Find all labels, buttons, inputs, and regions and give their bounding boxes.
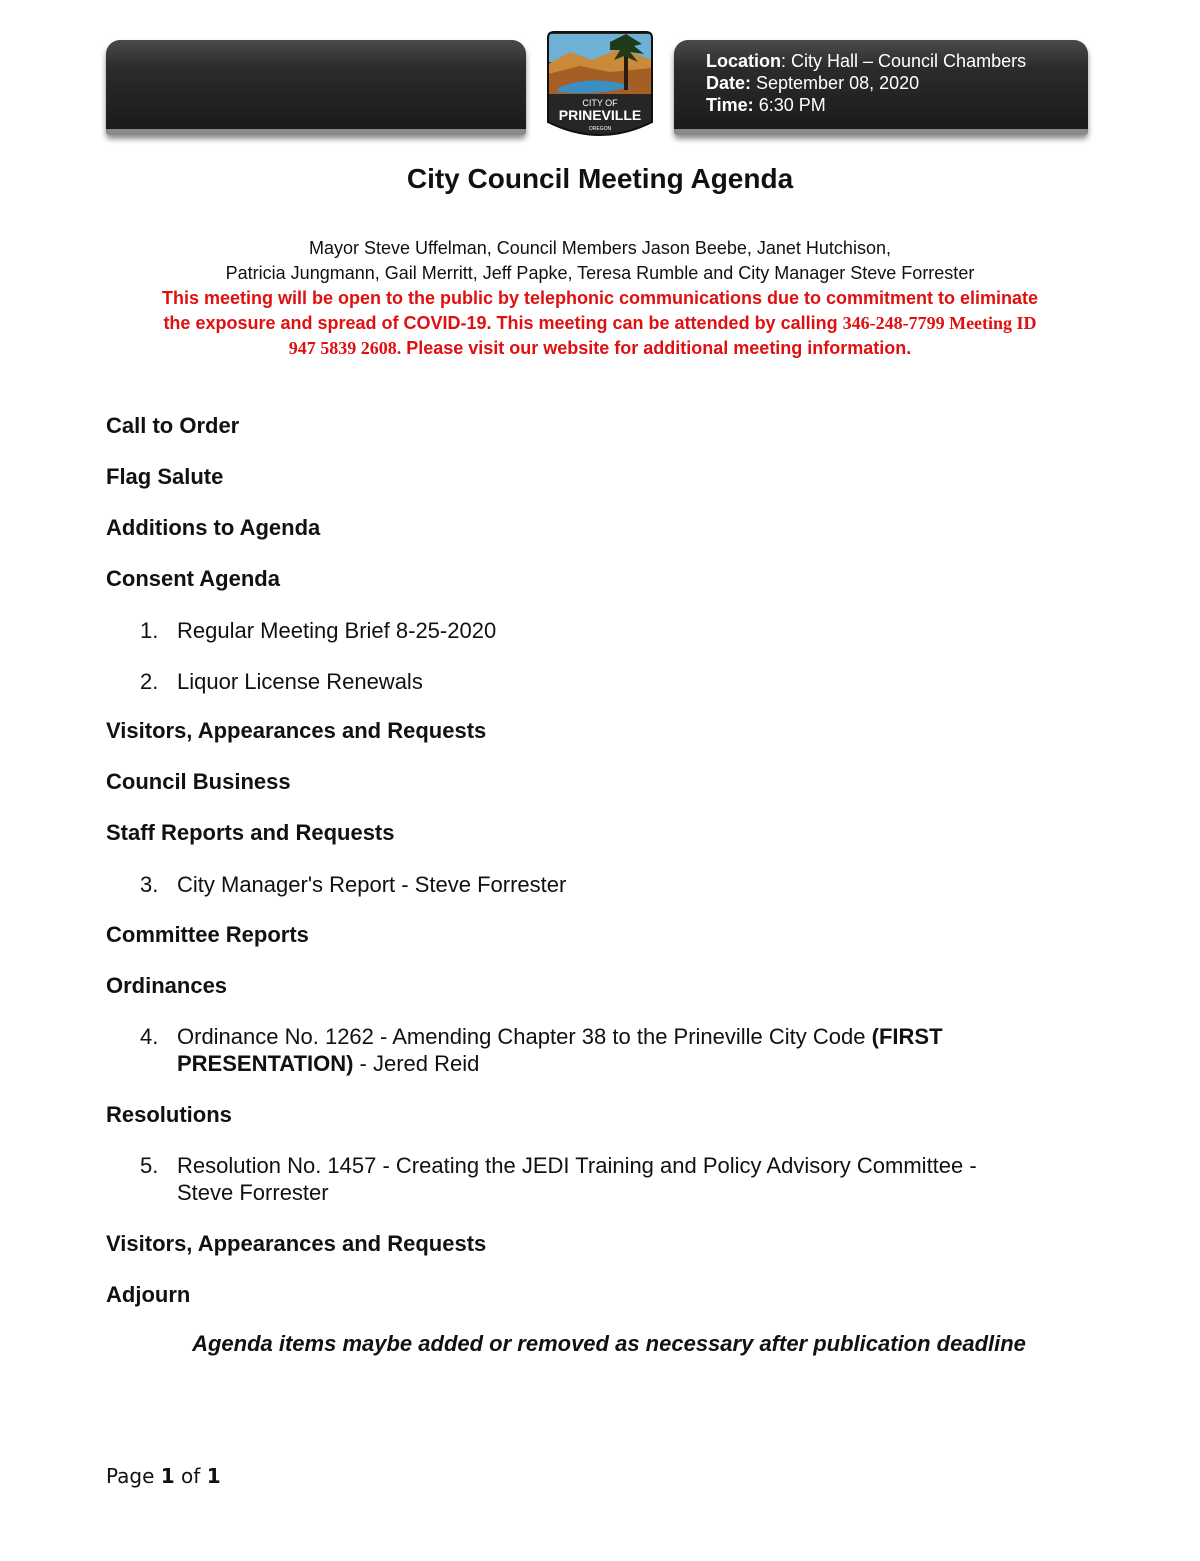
section-visitors-1: Visitors, Appearances and Requests xyxy=(106,718,487,743)
notice-line2: the exposure and spread of COVID-19. This meeting can be attended by calling 346-248-7799 Meeting ID xyxy=(163,313,1037,333)
logo-line1: CITY OF xyxy=(582,98,618,108)
agenda-item-3: 3. City Manager's Report - Steve Forrester xyxy=(140,872,567,897)
section-visitors-2: Visitors, Appearances and Requests xyxy=(106,1231,487,1256)
meeting-phone-number: 346-248-7799 Meeting ID xyxy=(842,313,1037,333)
agenda-item-4: 4. Ordinance No. 1262 - Amending Chapter 38 to the Prineville City Code (FIRST PRESENTATION) - Jered Reid xyxy=(140,1024,943,1076)
covid-notice xyxy=(80,286,1120,361)
section-committee-reports: Committee Reports xyxy=(106,922,309,947)
council-members-line2: Patricia Jungmann, Gail Merritt, Jeff Papke, Teresa Rumble and City Manager Steve Forrester xyxy=(225,263,975,283)
agenda-item-1: 1. Regular Meeting Brief 8-25-2020 xyxy=(140,618,497,643)
notice-line3: 947 5839 2608. Please visit our website for additional meeting information. xyxy=(288,338,912,358)
meeting-details xyxy=(706,50,1026,116)
notice-line1: This meeting will be open to the public by telephonic communications due to commitment to eliminate xyxy=(161,288,1039,308)
page-footer: Page 1 of 1 xyxy=(106,1464,221,1488)
page-title: City Council Meeting Agenda xyxy=(406,163,794,194)
closing-note: Agenda items maybe added or removed as necessary after publication deadline xyxy=(192,1331,1026,1356)
section-additions: Additions to Agenda xyxy=(106,515,321,540)
logo-line2: PRINEVILLE xyxy=(558,107,642,123)
section-adjourn: Adjourn xyxy=(106,1282,191,1307)
section-flag-salute: Flag Salute xyxy=(106,464,224,489)
agenda-item-2: 2. Liquor License Renewals xyxy=(140,669,423,694)
logo-line3: OREGON xyxy=(588,126,612,132)
meeting-location: Location: City Hall – Council Chambers xyxy=(706,51,1027,71)
meeting-time: Time: 6:30 PM xyxy=(706,95,826,115)
meeting-date: Date: September 08, 2020 xyxy=(706,73,920,93)
council-members-line1: Mayor Steve Uffelman, Council Members Jason Beebe, Janet Hutchison, xyxy=(309,238,891,258)
meeting-id: 947 5839 2608. xyxy=(288,338,402,358)
agenda-item-5: 5. Resolution No. 1457 - Creating the JEDI Training and Policy Advisory Committee - Steve Forrester xyxy=(140,1153,977,1205)
section-staff-reports: Staff Reports and Requests xyxy=(106,820,395,845)
section-ordinances: Ordinances xyxy=(106,973,228,998)
city-of-prineville-logo-icon xyxy=(540,30,660,145)
section-consent-agenda: Consent Agenda xyxy=(106,566,280,591)
section-resolutions: Resolutions xyxy=(106,1102,232,1127)
section-council-business: Council Business xyxy=(106,769,291,794)
header-banner-left xyxy=(106,40,526,135)
section-call-to-order: Call to Order xyxy=(106,413,240,438)
council-members xyxy=(80,236,1120,286)
